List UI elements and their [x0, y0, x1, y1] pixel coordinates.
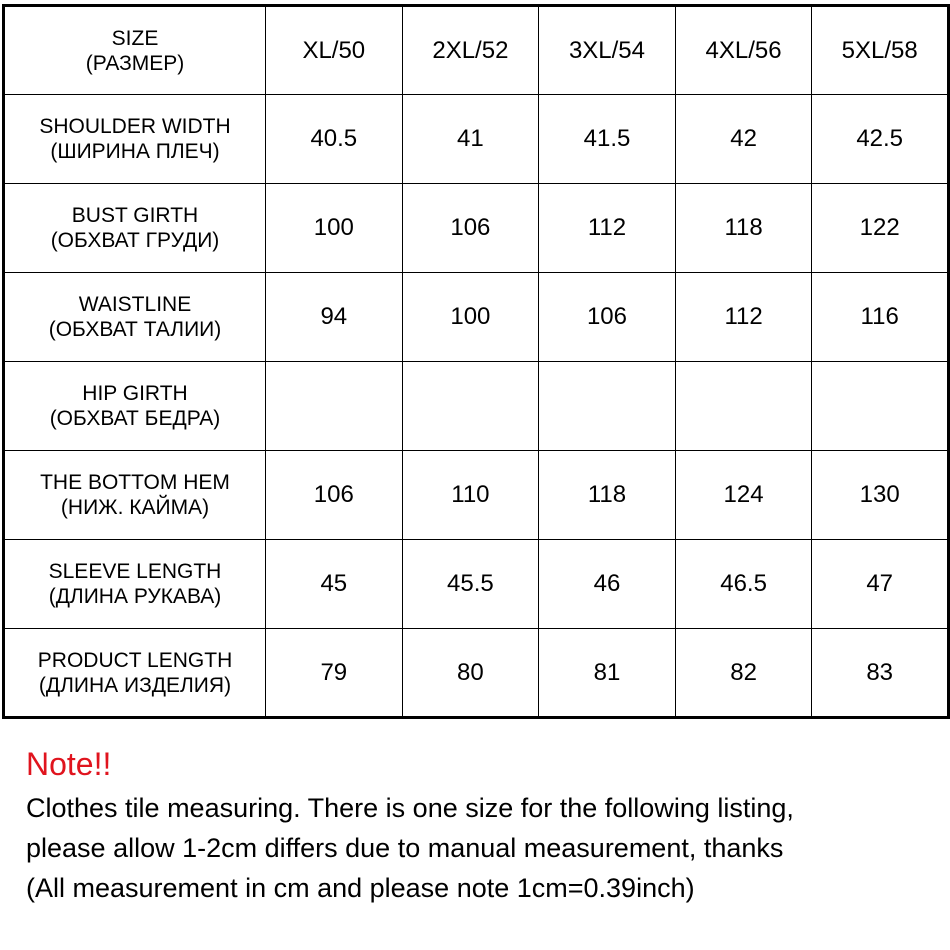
row-label-cell	[4, 184, 266, 273]
note-line-2: please allow 1-2cm differs due to manual measurement, thanks	[26, 833, 784, 863]
size-header-4xl: 4XL/56	[675, 6, 812, 95]
row-label-ru: (ДЛИНА РУКАВА)	[48, 585, 222, 608]
row-label-en: WAISTLINE	[78, 293, 192, 316]
row-label-cell	[4, 95, 266, 184]
table-cell: 106	[539, 273, 676, 362]
table-cell: 100	[402, 273, 539, 362]
note-line-1: Clothes tile measuring. There is one size for the following listing,	[26, 793, 794, 823]
table-row-shoulder-width	[4, 95, 949, 184]
row-label-cell	[4, 629, 266, 718]
table-cell: 42.5	[812, 95, 949, 184]
size-chart-table	[2, 4, 950, 719]
row-label-cell	[4, 451, 266, 540]
table-cell: 81	[539, 629, 676, 718]
note-line-3: (All measurement in cm and please note 1cm=0.39inch)	[26, 873, 695, 903]
row-label-en: THE BOTTOM HEM	[40, 471, 230, 494]
table-cell	[812, 362, 949, 451]
header-label-cell	[4, 6, 266, 95]
table-cell: 112	[675, 273, 812, 362]
table-cell: 106	[402, 184, 539, 273]
table-cell: 41	[402, 95, 539, 184]
table-cell: 41.5	[539, 95, 676, 184]
table-row-sleeve-length	[4, 540, 949, 629]
table-row-waistline	[4, 273, 949, 362]
table-cell: 40.5	[266, 95, 403, 184]
size-header-2xl: 2XL/52	[402, 6, 539, 95]
table-cell: 46.5	[675, 540, 812, 629]
table-cell: 118	[675, 184, 812, 273]
size-header-5xl: 5XL/58	[812, 6, 949, 95]
table-cell: 122	[812, 184, 949, 273]
table-cell: 112	[539, 184, 676, 273]
table-cell: 94	[266, 273, 403, 362]
row-label-en: HIP GIRTH	[82, 382, 188, 405]
header-label-en: SIZE	[111, 26, 159, 50]
table-cell: 79	[266, 629, 403, 718]
row-label-ru: (ОБХВАТ ТАЛИИ)	[48, 318, 222, 341]
table-cell: 116	[812, 273, 949, 362]
row-label-ru: (ДЛИНА ИЗДЕЛИЯ)	[38, 673, 232, 697]
table-cell: 100	[266, 184, 403, 273]
note-title: Note!!	[26, 746, 112, 782]
row-label-en: SHOULDER WIDTH	[39, 115, 231, 138]
row-label-en: BUST GIRTH	[71, 204, 199, 227]
row-label-cell	[4, 273, 266, 362]
table-row-bottom-hem	[4, 451, 949, 540]
table-header-row	[4, 6, 949, 95]
row-label-cell	[4, 362, 266, 451]
table-cell: 45.5	[402, 540, 539, 629]
row-label-ru: (ОБХВАТ ГРУДИ)	[50, 229, 220, 252]
table-cell: 80	[402, 629, 539, 718]
table-cell	[675, 362, 812, 451]
row-label-ru: (ШИРИНА ПЛЕЧ)	[50, 140, 220, 163]
table-cell: 118	[539, 451, 676, 540]
table-cell: 83	[812, 629, 949, 718]
table-cell: 46	[539, 540, 676, 629]
table-cell: 42	[675, 95, 812, 184]
row-label-ru: (НИЖ. КАЙМА)	[60, 496, 210, 519]
size-header-3xl: 3XL/54	[539, 6, 676, 95]
table-cell	[266, 362, 403, 451]
table-cell: 124	[675, 451, 812, 540]
table-row-hip-girth	[4, 362, 949, 451]
row-label-cell	[4, 540, 266, 629]
table-cell: 110	[402, 451, 539, 540]
table-row-bust-girth	[4, 184, 949, 273]
table-cell: 47	[812, 540, 949, 629]
header-label-ru: (РАЗМЕР)	[85, 51, 185, 75]
table-cell: 130	[812, 451, 949, 540]
table-cell: 82	[675, 629, 812, 718]
table-cell: 45	[266, 540, 403, 629]
size-header-xl: XL/50	[266, 6, 403, 95]
table-cell: 106	[266, 451, 403, 540]
table-row-product-length	[4, 629, 949, 718]
table-cell	[402, 362, 539, 451]
row-label-en: SLEEVE LENGTH	[48, 560, 222, 583]
table-cell	[539, 362, 676, 451]
row-label-en: PRODUCT LENGTH	[37, 648, 233, 672]
row-label-ru: (ОБХВАТ БЕДРА)	[49, 407, 221, 430]
